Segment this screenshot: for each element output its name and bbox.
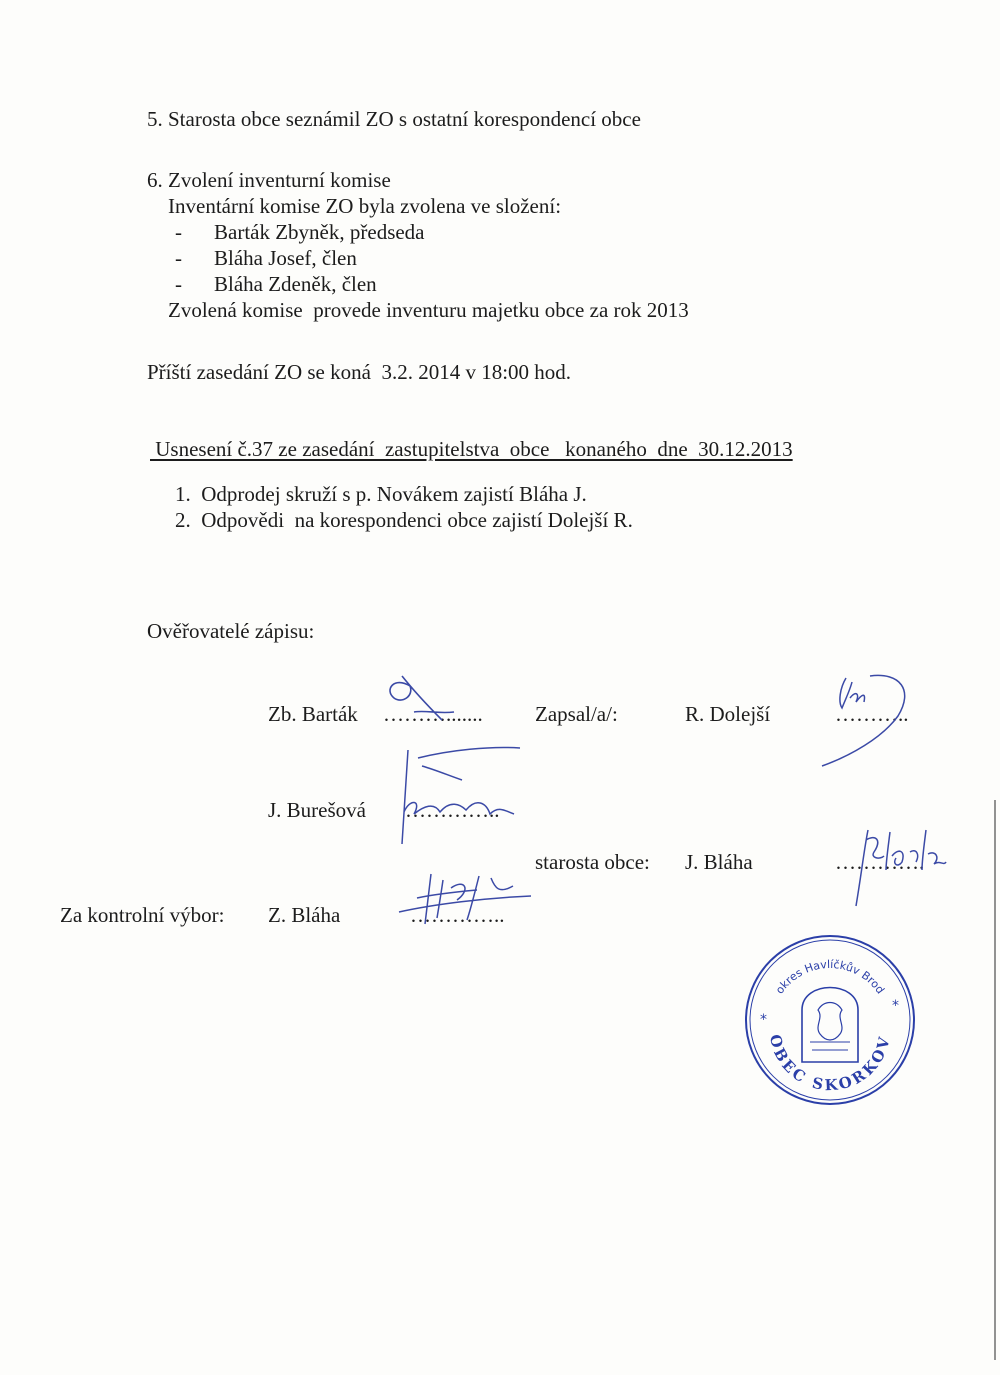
verifier-1-name: Zb. Barták (268, 702, 358, 726)
item-5: 5. Starosta obce seznámil ZO s ostatní korespondencí obce (147, 107, 641, 131)
control-committee-label: Za kontrolní výbor: (60, 903, 225, 927)
stamp-top-text: okres Havlíčkův Brod (773, 957, 887, 997)
member-2: Bláha Josef, člen (214, 246, 357, 270)
official-stamp (740, 930, 920, 1110)
control-name: Z. Bláha (268, 903, 341, 927)
control-dots: ………….. (410, 903, 505, 927)
item-6-closing: Zvolená komise provede inventuru majetku obce za rok 2013 (168, 298, 689, 322)
verifier-2-dots: ………….. (405, 798, 500, 822)
resolution-item-2: 2. Odpovědi na korespondenci obce zajistí Dolejší R. (175, 508, 633, 532)
recorder-label: Zapsal/a/: (535, 702, 618, 726)
member-dash: - (175, 272, 182, 296)
signature-bartak (380, 668, 460, 728)
next-meeting: Příští zasedání ZO se koná 3.2. 2014 v 18:00 hod. (147, 360, 572, 384)
item-6-title: 6. Zvolení inventurní komise (147, 168, 391, 192)
signature-dolejsi (810, 668, 920, 778)
signature-blaha-control (395, 868, 535, 928)
signature-blaha-mayor (830, 820, 950, 910)
verifiers-label: Ověřovatelé zápisu: (147, 619, 315, 643)
member-1: Barták Zbyněk, předseda (214, 220, 425, 244)
page-edge-shadow (994, 800, 996, 1360)
stamp-star-icon: * (760, 1012, 767, 1028)
member-3: Bláha Zdeněk, člen (214, 272, 377, 296)
verifier-2-name: J. Burešová (268, 798, 366, 822)
verifier-1-dots: ………....... (383, 702, 483, 726)
mayor-dots: …………. (835, 850, 925, 874)
stamp-star-icon: * (892, 998, 899, 1014)
member-dash: - (175, 220, 182, 244)
recorder-dots: ……….. (835, 702, 909, 726)
mayor-name: J. Bláha (685, 850, 753, 874)
stamp-bottom-text: OBEC SKORKOV (765, 1032, 895, 1095)
mayor-label: starosta obce: (535, 850, 650, 874)
item-6-intro: Inventární komise ZO byla zvolena ve složení: (168, 194, 562, 218)
member-dash: - (175, 246, 182, 270)
signature-buresova (380, 740, 530, 850)
resolution-heading: Usnesení č.37 ze zasedání zastupitelstva obce konaného dne 30.12.2013 (150, 437, 793, 461)
resolution-item-1: 1. Odprodej skruží s p. Novákem zajistí Bláha J. (175, 482, 587, 506)
recorder-name: R. Dolejší (685, 702, 771, 726)
